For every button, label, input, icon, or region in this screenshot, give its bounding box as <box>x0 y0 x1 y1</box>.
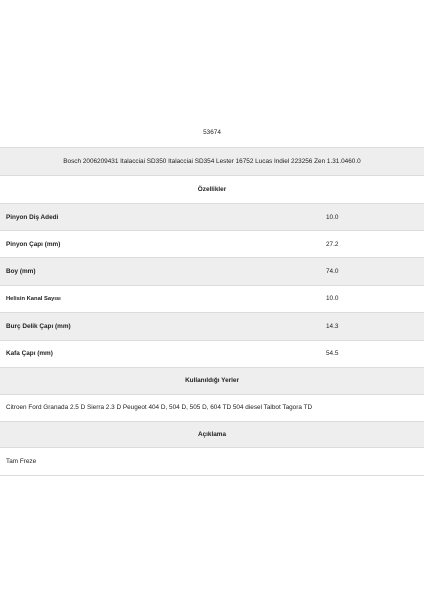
spec-value: 27.2 <box>326 241 339 248</box>
spec-value: 10.0 <box>326 295 339 302</box>
usage-row <box>0 395 424 421</box>
spec-label: Helisin Kanal Sayısı <box>6 296 61 302</box>
product-code: 53674 <box>203 129 221 136</box>
features-heading: Özellikler <box>197 186 227 193</box>
description-text: Tam Freze <box>6 458 37 465</box>
spec-label: Kafa Çapı (mm) <box>6 350 53 357</box>
description-row <box>0 448 424 475</box>
spec-value: 54.5 <box>326 350 339 357</box>
spec-value: 10.0 <box>326 214 339 221</box>
spec-label: Boy (mm) <box>6 268 36 275</box>
spec-value: 74.0 <box>326 268 339 275</box>
usage-heading: Kullanıldığı Yerler <box>0 368 424 394</box>
spec-row <box>0 231 424 258</box>
spec-row <box>0 286 424 312</box>
spec-value: 14.3 <box>326 323 339 330</box>
description-heading: Açıklama <box>0 422 424 447</box>
spec-label: Burç Delik Çapı (mm) <box>6 323 71 330</box>
cross-reference-row: Bosch 2006209431 Italacciai SD350 Italacciai SD354 Lester 16752 Lucas Indiel 223256 Zen 1.31.0460.0 <box>0 148 424 175</box>
spec-row <box>0 204 424 231</box>
spec-row <box>0 341 424 367</box>
spec-row <box>0 313 424 340</box>
spec-row <box>0 258 424 285</box>
divider <box>0 475 424 476</box>
spec-label: Pinyon Diş Adedi <box>6 214 59 221</box>
usage-text: Citroen Ford Granada 2.5 D Sierra 2.3 D Peugeot 404 D, 504 D, 505 D, 604 TD 504 diesel Talbot Tagora TD <box>6 404 313 411</box>
spec-label: Pinyon Çapı (mm) <box>6 241 61 248</box>
